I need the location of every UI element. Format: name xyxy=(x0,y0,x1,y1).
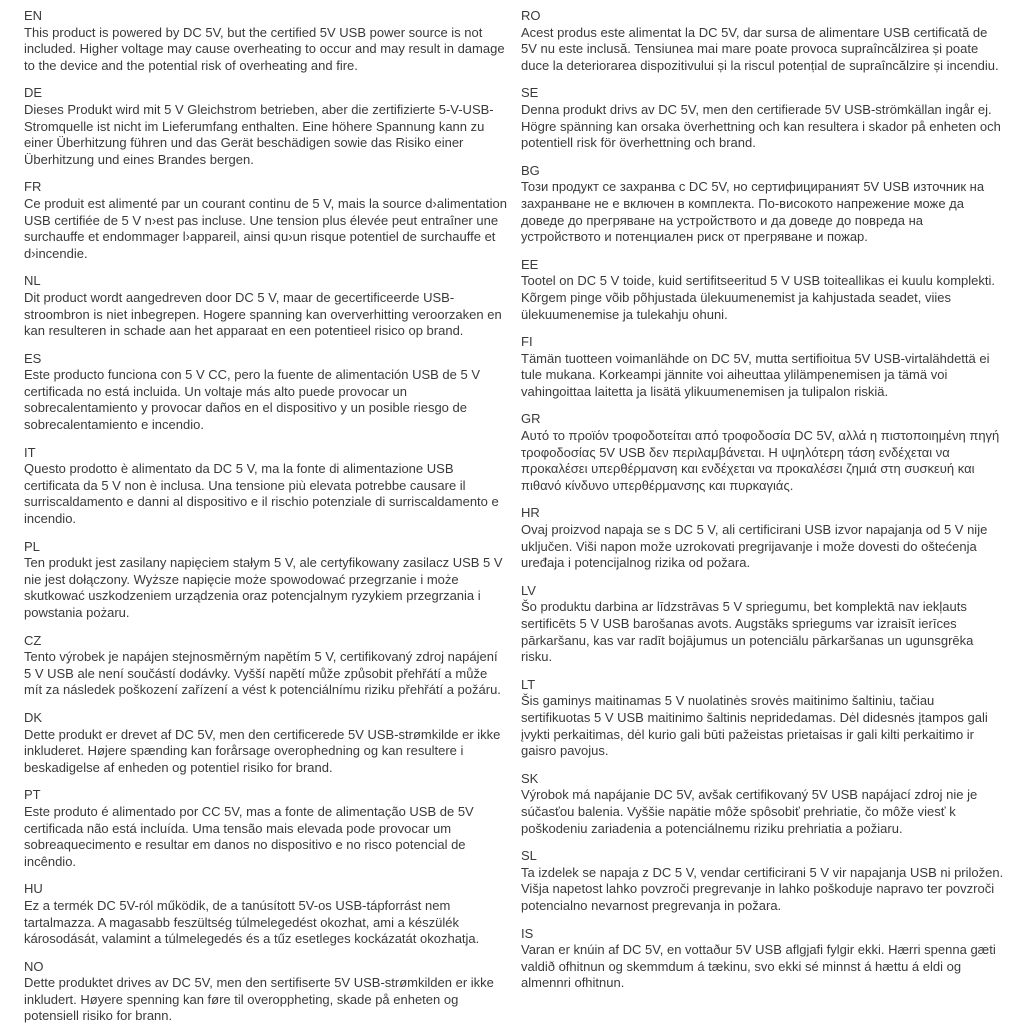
language-section-gr xyxy=(521,411,1004,494)
language-section-nl xyxy=(24,273,507,339)
language-code: HU xyxy=(24,881,43,897)
language-code: NO xyxy=(24,958,44,974)
language-text: Este producto funciona con 5 V CC, pero la fuente de alimentación USB de 5 V certificada no está incluida. Un voltaje más alto puede provocar un sobrecalentamiento y provocar daños en el dispositivo y un posible riesgo de sobrecalentamiento e incendio. xyxy=(24,367,480,433)
language-text: Varan er knúin af DC 5V, en vottaður 5V USB aflgjafi fylgir ekki. Hærri spenna gæti valdið ofhitnun og skemmdum á tækinu, svo ekki sé minnst á hættu á eldi og almennri ofhitnun. xyxy=(521,942,996,991)
language-code: SE xyxy=(521,85,539,101)
language-section-fi xyxy=(521,334,1004,400)
language-text: Výrobok má napájanie DC 5V, avšak certifikovaný 5V USB napájací zdroj nie je súčasťou balenia. Vyššie napätie môže spôsobiť prehriatie, čo môže viesť k poškodeniu zariadenia a potenciálnemu riziku prehriatia a požiaru. xyxy=(521,787,978,836)
language-code: ES xyxy=(24,350,42,366)
language-text: This product is powered by DC 5V, but the certified 5V USB power source is not included. Higher voltage may cause overheating to occur and may result in damage to the device and the potential risk of overheating and fire. xyxy=(24,24,505,73)
language-code: EN xyxy=(24,8,43,23)
language-code: FI xyxy=(521,334,533,350)
language-text: Ovaj proizvod napaja se s DC 5 V, ali certificirani USB izvor napajanja od 5 V nije uključen. Viši napon može uzrokovati pregrijavanje i može dovesti do oštećenja uređaja i potencijalnog rizika od požara. xyxy=(521,522,988,571)
language-code: IT xyxy=(24,444,36,460)
language-section-fr xyxy=(24,179,507,262)
language-code: IS xyxy=(521,925,534,941)
language-section-pt xyxy=(24,787,507,870)
language-text: Dette produkt er drevet af DC 5V, men den certificerede 5V USB-strømkilde er ikke inkluderet. Højere spænding kan forårsage overophedning og kan resultere i beskadigelse af enheden og potentiel risiko for brand. xyxy=(24,726,501,775)
language-text: Dit product wordt aangedreven door DC 5 V, maar de gecertificeerde USB-stroombron is niet inbegrepen. Hogere spanning kan oververhitting veroorzaken en kan resulteren in schade aan het apparaat en een potentieel risico op brand. xyxy=(24,289,502,339)
language-text: Tämän tuotteen voimanlähde on DC 5V, mutta sertifioitua 5V USB-virtalähdettä ei tule mukana. Korkeampi jännite voi aiheuttaa ylilämpenemisen ja tämä voi vahingoittaa laitetta ja lisätä ylikuumenemisen ja tulipalon riskiä. xyxy=(521,350,990,399)
language-code: FR xyxy=(24,179,42,195)
language-section-ro xyxy=(521,8,1004,74)
language-code: EE xyxy=(521,256,539,272)
language-code: DK xyxy=(24,709,43,725)
language-section-is xyxy=(521,926,1004,992)
language-text: Questo prodotto è alimentato da DC 5 V, ma la fonte di alimentazione USB certificata da 5 V non è inclusa. Una tensione più elevata potrebbe causare il surriscaldamento e danni al dispositivo e il rischio potenziale di surriscaldamento e incendio. xyxy=(24,461,499,527)
language-text: Šis gaminys maitinamas 5 V nuolatinės srovės maitinimo šaltiniu, tačiau sertifikuotas 5 V USB maitinimo šaltinis nepridedamas. Dėl didesnės įtampos gali įvykti perkaitimas, dėl kurio gali būti pažeistas prietaisas ir gali kilti perkaitimo ir gaisro pavojus. xyxy=(521,693,988,759)
language-section-en xyxy=(24,8,507,74)
language-code: SK xyxy=(521,770,539,786)
right-column xyxy=(521,8,1004,1024)
language-text: Dieses Produkt wird mit 5 V Gleichstrom betrieben, aber die zertifizierte 5-V-USB-Stromquelle ist nicht im Lieferumfang enthalten. Eine höhere Spannung kann zu einer Überhitzung führen und das Gerät beschädigen sowie das Risiko einer Überhitzung und eines Brandes bergen. xyxy=(24,101,494,167)
language-code: HR xyxy=(521,505,540,521)
language-section-ee xyxy=(521,257,1004,323)
left-column xyxy=(24,8,507,1024)
language-section-sl xyxy=(521,848,1004,914)
language-text: Tootel on DC 5 V toide, kuid sertifitseeritud 5 V USB toiteallikas ei kuulu komplekti. Kõrgem pinge võib põhjustada ülekuumenemist ja kahjustada seadet, viies ülekuumenemise ja tulekahju ohuni. xyxy=(521,273,996,322)
language-code: SL xyxy=(521,848,537,864)
language-code: NL xyxy=(24,273,41,289)
language-code: LT xyxy=(521,676,536,692)
language-text: Tento výrobek je napájen stejnosměrným napětím 5 V, certifikovaný zdroj napájení 5 V USB ale není součástí dodávky. Vyšší napětí může způsobit přehřátí a může mít za následek poškození zařízení a vést k potenciálnímu riziku přehřátí a požáru. xyxy=(24,649,501,698)
language-text: Šo produktu darbina ar līdzstrāvas 5 V spriegumu, bet komplektā nav iekļauts sertificēts 5 V USB barošanas avots. Augstāks spriegums var izraisīt ierīces pārkaršanu, kas var radīt bojājumus un potenciālu pārkaršanas un ugunsgrēka risku. xyxy=(521,599,974,665)
language-section-cz xyxy=(24,633,507,699)
language-section-es xyxy=(24,351,507,434)
language-code: PT xyxy=(24,787,41,803)
language-text: Този продукт се захранва с DC 5V, но сертифицираният 5V USB източник на захранване не е включен в комплекта. По-високото напрежение може да доведе до прегряване на устройството и да доведе до повреда на устройството и потенциален риск от прегряване и пожар. xyxy=(521,179,985,245)
language-section-no xyxy=(24,959,507,1025)
language-section-dk xyxy=(24,710,507,776)
language-section-sk xyxy=(521,771,1004,837)
language-text: Denna produkt drivs av DC 5V, men den certifierade 5V USB-strömkällan ingår ej. Högre spänning kan orsaka överhettning och kan resultera i skador på enheten och potentiell risk för överhettning och brand. xyxy=(521,101,1001,151)
language-text: Ce produit est alimenté par un courant continu de 5 V, mais la source d›alimentation USB certifiée de 5 V n›est pas incluse. Une tension plus élevée peut entraîner une surchauffe et endommager l›appareil, ainsi qu›un risque potentiel de surchauffe et d›incendie. xyxy=(24,195,507,261)
language-text: Dette produktet drives av DC 5V, men den sertifiserte 5V USB-strømkilden er ikke inkludert. Høyere spenning kan føre til overoppheting, skade på enheten og potensiell risiko for brann. xyxy=(24,975,494,1024)
language-section-lt xyxy=(521,677,1004,760)
language-code: GR xyxy=(521,411,541,427)
language-code: DE xyxy=(24,85,43,101)
language-code: BG xyxy=(521,162,540,178)
language-text: Este produto é alimentado por CC 5V, mas a fonte de alimentação USB de 5V certificada não está incluída. Uma tensão mais elevada pode provocar um sobreaquecimento e resultar em danos no dispositivo e no risco potencial de incêndio. xyxy=(24,803,474,869)
language-section-hu xyxy=(24,881,507,947)
language-code: LV xyxy=(521,582,536,598)
language-text: Αυτό το προϊόν τροφοδοτείται από τροφοδοσία DC 5V, αλλά η πιστοποιημένη πηγή τροφοδοσίας 5V USB δεν περιλαμβάνεται. Η υψηλότερη τάση ενδέχεται να προκαλέσει υπερθέρμανση και ενδέχεται να προκαλέσει ζημιά στη συσκευή και πιθανό κίνδυνο υπερθέρμανσης και πυρκαγιάς. xyxy=(521,428,1000,493)
language-text: Acest produs este alimentat la DC 5V, dar sursa de alimentare USB certificată de 5V nu este inclusă. Tensiunea mai mare poate provoca supraîncălzirea și poate duce la deteriorarea dispozitivului și la riscul potențial de supraîncălzire și incendiu. xyxy=(521,24,999,73)
language-text: Ta izdelek se napaja z DC 5 V, vendar certificirani 5 V vir napajanja USB ni priložen. Višja napetost lahko povzroči pregrevanje in lahko poškoduje napravo ter povzroči potencialno nevarnost pregrevanja in požara. xyxy=(521,864,1004,913)
language-section-de xyxy=(24,85,507,168)
language-section-se xyxy=(521,85,1004,151)
language-section-bg xyxy=(521,163,1004,246)
language-section-hr xyxy=(521,505,1004,571)
language-text: Ez a termék DC 5V-ról működik, de a tanúsított 5V-os USB-tápforrást nem tartalmazza. A magasabb feszültség túlmelegedést okozhat, ami a készülék károsodását, valamint a túlmelegedés és a tűz esetleges kockázatát okozhatja. xyxy=(24,897,480,947)
language-code: CZ xyxy=(24,632,42,648)
language-section-it xyxy=(24,445,507,528)
language-text: Ten produkt jest zasilany napięciem stałym 5 V, ale certyfikowany zasilacz USB 5 V nie jest dołączony. Wyższe napięcie może spowodować przegrzanie i może skutkować uszkodzeniem urządzenia oraz potencjalnym ryzykiem przegrzania i powstania pożaru. xyxy=(24,555,503,620)
language-code: RO xyxy=(521,8,541,23)
language-section-lv xyxy=(521,583,1004,666)
language-code: PL xyxy=(24,538,40,554)
language-section-pl xyxy=(24,539,507,622)
